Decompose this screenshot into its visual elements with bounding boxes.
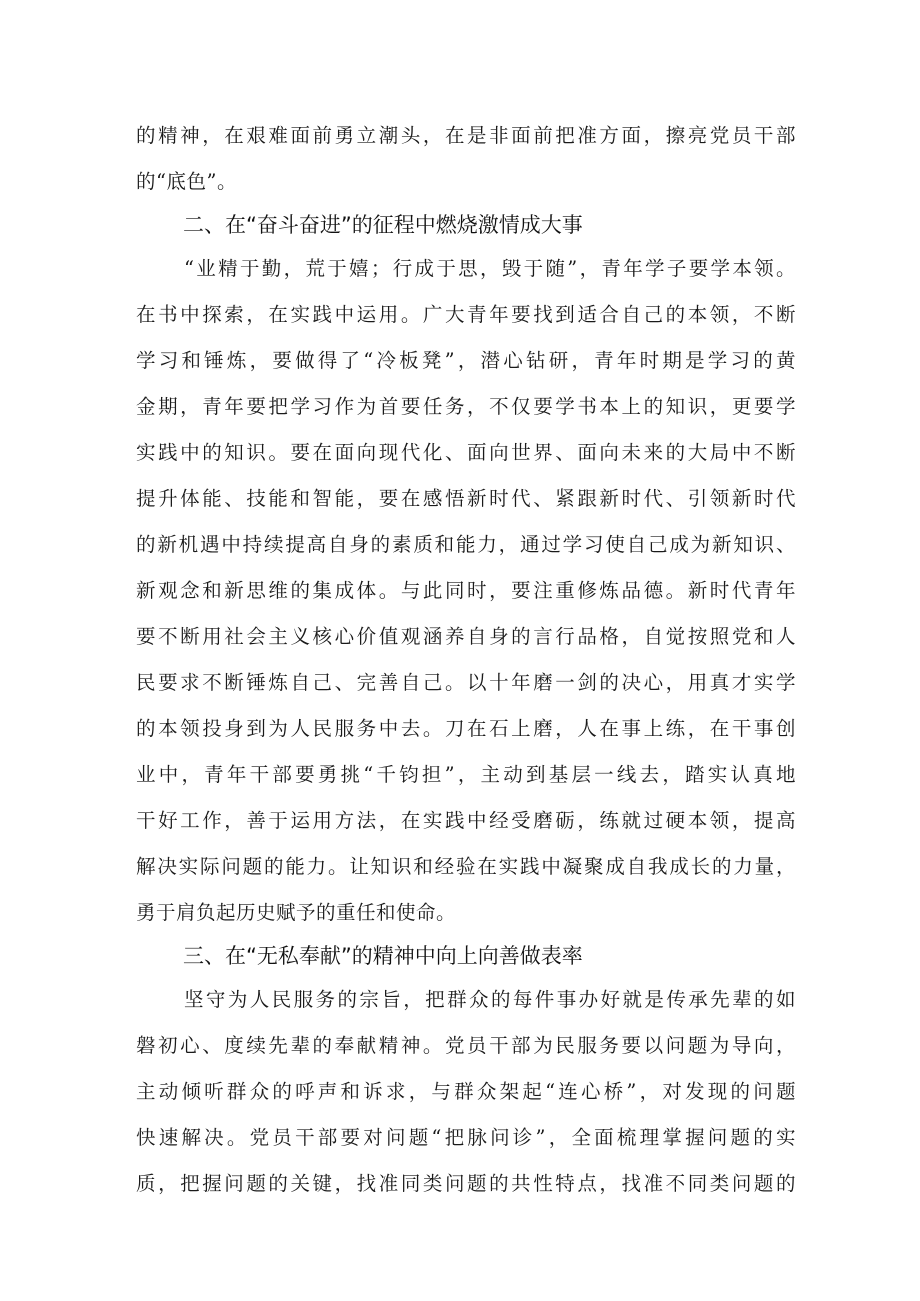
section-heading-2: 二、在“奋斗奋进”的征程中燃烧激情成大事: [183, 213, 583, 237]
paragraph-line: 勇于肩负起历史赋予的重任和使命。: [136, 901, 457, 924]
paragraph-line: 磐初心、度续先辈的奉献精神。党员干部为民服务要以问题为导向，: [136, 1034, 796, 1057]
section-heading-3: 三、在“无私奉献”的精神中向上向善做表率: [183, 944, 583, 968]
paragraph-line: 新观念和新思维的集成体。与此同时，要注重修炼品德。新时代青年: [136, 579, 796, 602]
paragraph-line: 坚守为人民服务的宗旨，把群众的每件事办好就是传承先辈的如: [184, 988, 796, 1011]
paragraph-line: 干好工作，善于运用方法，在实践中经受磨砺，练就过硬本领，提高: [136, 809, 796, 832]
paragraph-line: 业中，青年干部要勇挑“千钧担”，主动到基层一线去，踏实认真地: [136, 763, 796, 786]
paragraph-line: 快速解决。党员干部要对问题“把脉问诊”，全面梳理掌握问题的实: [136, 1126, 796, 1149]
paragraph-line: 学习和锤炼，要做得了“冷板凳”，潜心钻研，青年时期是学习的黄: [136, 349, 796, 372]
paragraph-line: 主动倾听群众的呼声和诉求，与群众架起“连心桥”，对发现的问题: [136, 1080, 796, 1103]
paragraph-line: 金期，青年要把学习作为首要任务，不仅要学书本上的知识，更要学: [136, 395, 796, 418]
paragraph-line: 要不断用社会主义核心价值观涵养自身的言行品格，自觉按照党和人: [136, 625, 796, 648]
paragraph-line: 提升体能、技能和智能，要在感悟新时代、紧跟新时代、引领新时代: [136, 487, 796, 510]
paragraph-line: 的新机遇中持续提高自身的素质和能力，通过学习使自己成为新知识、: [136, 533, 796, 556]
paragraph-line: 民要求不断锤炼自己、完善自己。以十年磨一剑的决心，用真才实学: [136, 671, 796, 694]
paragraph-line: 实践中的知识。要在面向现代化、面向世界、面向未来的大局中不断: [136, 441, 796, 464]
paragraph-line: “业精于勤，荒于嬉；行成于思，毁于随”，青年学子要学本领。: [184, 257, 796, 280]
paragraph-line: 质，把握问题的关键，找准同类问题的共性特点，找准不同类问题的: [136, 1172, 796, 1195]
paragraph-line: 在书中探索，在实践中运用。广大青年要找到适合自己的本领，不断: [136, 303, 796, 326]
paragraph-line: 的“底色”。: [136, 170, 237, 193]
paragraph-line: 的本领投身到为人民服务中去。刀在石上磨，人在事上练，在干事创: [136, 717, 796, 740]
paragraph-line: 的精神，在艰难面前勇立潮头，在是非面前把准方面，擦亮党员干部: [136, 124, 796, 147]
paragraph-line: 解决实际问题的能力。让知识和经验在实践中凝聚成自我成长的力量，: [136, 855, 796, 878]
